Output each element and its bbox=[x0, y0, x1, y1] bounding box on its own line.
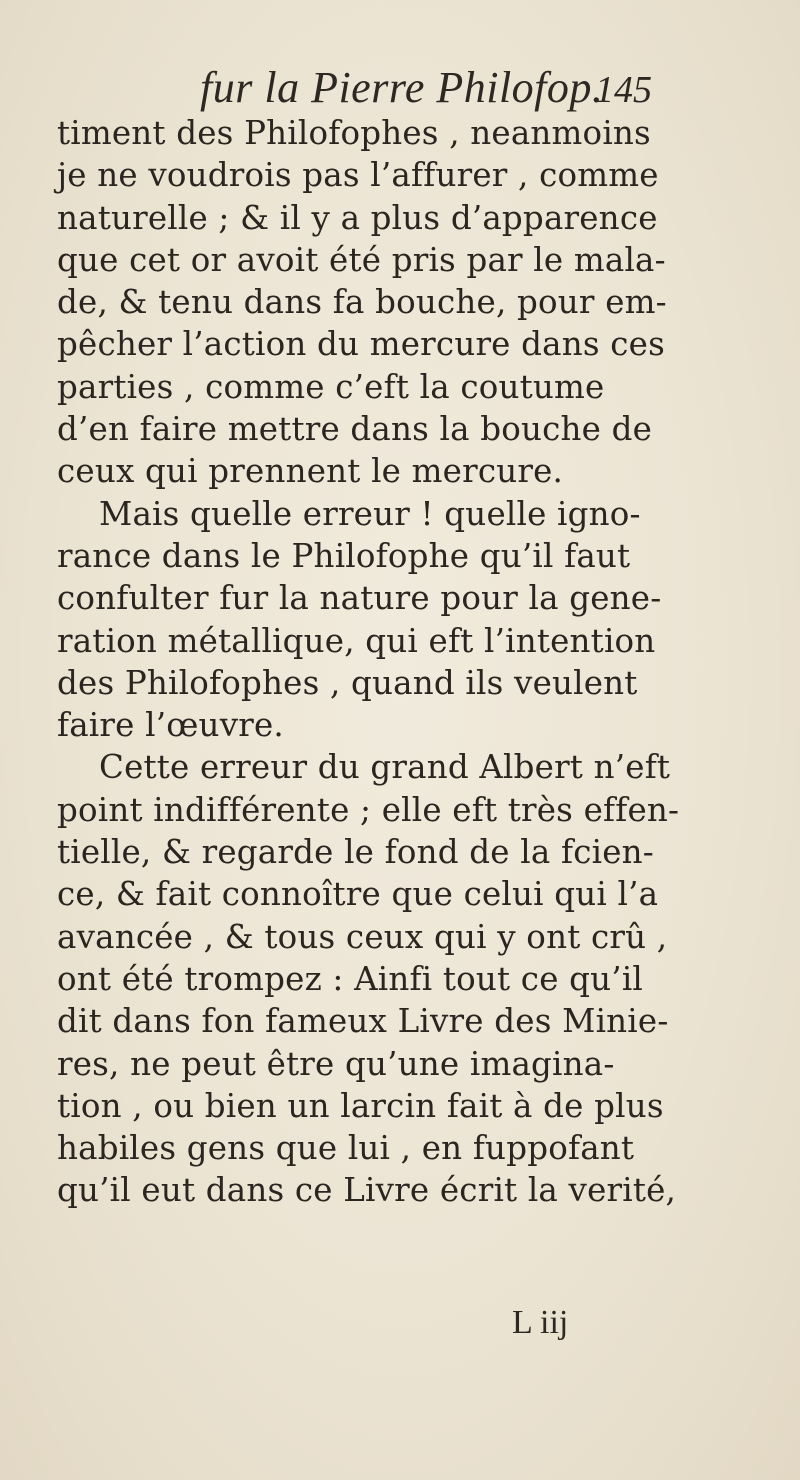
text-line: ont été trompez : Ainfi tout ce qu’il bbox=[57, 959, 644, 998]
signature-mark: L iij bbox=[512, 1304, 569, 1341]
text-line: dit dans fon fameux Livre des Minie- bbox=[57, 1002, 669, 1041]
page-header bbox=[0, 62, 800, 112]
text-line: confulter fur la nature pour la gene- bbox=[57, 579, 662, 618]
text-line: habiles gens que lui , en fuppofant bbox=[57, 1129, 635, 1168]
text-line: que cet or avoit été pris par le mala- bbox=[57, 240, 666, 279]
text-line: de, & tenu dans fa bouche, pour em- bbox=[57, 283, 667, 322]
text-line: ceux qui prennent le mercure. bbox=[57, 452, 564, 491]
text-line: rance dans le Philofophe qu’il faut bbox=[57, 536, 631, 575]
text-line: pêcher l’action du mercure dans ces bbox=[57, 325, 665, 364]
text-line: faire l’œuvre. bbox=[57, 706, 284, 745]
paragraph-start-line: Cette erreur du grand Albert n’eft bbox=[99, 748, 671, 787]
text-line: timent des Philofophes , neanmoins bbox=[57, 114, 651, 152]
text-line: tion , ou bien un larcin fait à de plus bbox=[57, 1086, 664, 1125]
text-line: des Philofophes , quand ils veulent bbox=[57, 663, 638, 702]
text-line: je ne voudrois pas l’affurer , comme bbox=[57, 156, 659, 195]
text-line: ration métallique, qui eft l’intention bbox=[57, 621, 656, 660]
text-line: point indifférente ; elle eft très effen- bbox=[57, 790, 680, 829]
text-line: res, ne peut être qu’une imagina- bbox=[57, 1044, 615, 1083]
text-line: avancée , & tous ceux qui y ont crû , bbox=[57, 917, 668, 956]
text-line: ce, & fait connoître que celui qui l’a bbox=[57, 875, 659, 914]
body-text bbox=[57, 112, 717, 1212]
text-line: tielle, & regarde le fond de la fcien- bbox=[57, 833, 654, 872]
text-line: d’en faire mettre dans la bouche de bbox=[57, 410, 653, 449]
text-line: qu’il eut dans ce Livre écrit la verité, bbox=[57, 1171, 677, 1210]
text-line: parties , comme c’eft la coutume bbox=[57, 367, 605, 406]
paragraph-start-line: Mais quelle erreur ! quelle igno- bbox=[99, 494, 641, 533]
page-number: 145 bbox=[595, 69, 652, 111]
text-line: naturelle ; & il y a plus d’apparence bbox=[57, 198, 658, 237]
running-title: fur la Pierre Philofop. bbox=[200, 63, 604, 112]
